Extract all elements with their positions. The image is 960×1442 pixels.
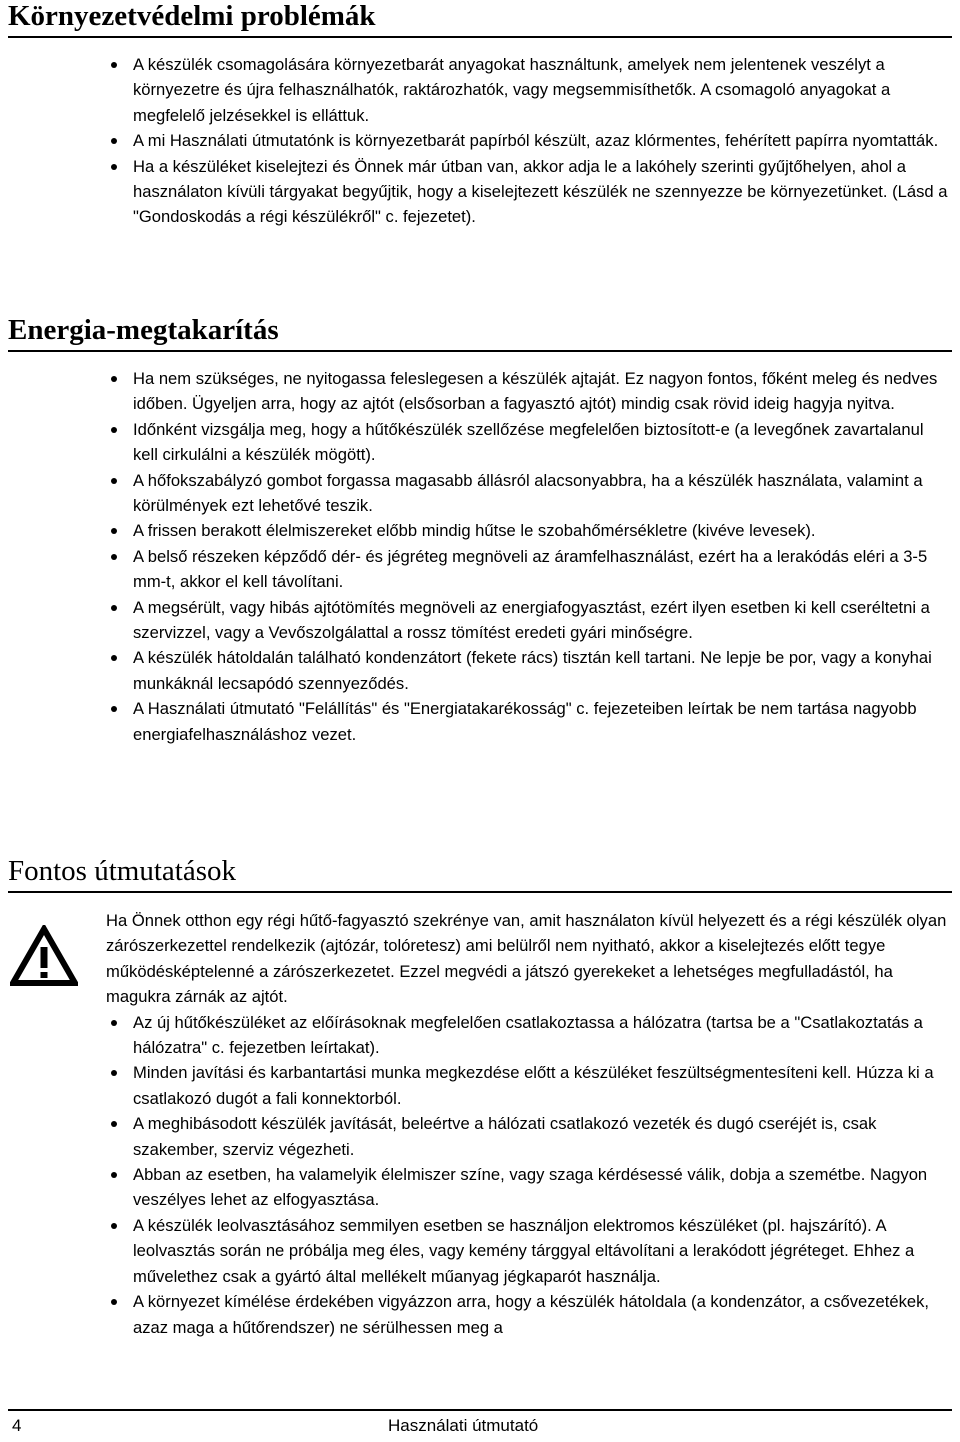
list-item: Ha a készüléket kiselejtezi és Önnek már útban van, akkor adja le a lakóhely szerinti gyűjtőhelyen, ahol a használaton kívüli tárgyakat begyűjtik, hogy a kiselejtezett készülék ne szennyezze be környezetünket. (Lásd a "Gondoskodás a régi készülékről" c. fejezetet). <box>106 154 951 230</box>
list-item: A frissen berakott élelmiszereket előbb mindig hűtse le szobahőmérsékletre (kivéve levesek). <box>106 518 951 543</box>
section-important <box>106 908 951 1340</box>
list-item: A meghibásodott készülék javítását, beleértve a hálózati csatlakozó vezeték és dugó cseréjét is, csak szakember, szerviz végezheti. <box>106 1111 951 1162</box>
section-title-environment: Környezetvédelmi problémák <box>8 0 952 38</box>
list-item: Időnként vizsgálja meg, hogy a hűtőkészülék szellőzése megfelelően biztosított-e (a levegőnek zavartalanul kell cirkulálni a készülék mögött). <box>106 417 951 468</box>
list-item: A környezet kímélése érdekében vigyázzon arra, hogy a készülék hátoldala (a kondenzátor, a csővezetékek, azaz maga a hűtőrendszer) ne sérülhessen meg a <box>106 1289 951 1340</box>
page-footer <box>8 1409 952 1442</box>
section-title-energy: Energia-megtakarítás <box>8 314 952 352</box>
list-item: Az új hűtőkészüléket az előírásoknak megfelelően csatlakoztassa a hálózatra (tartsa be a "Csatlakoztatás a hálózatra" c. fejezetben leírtakat). <box>106 1010 951 1061</box>
list-item: A készülék csomagolására környezetbarát anyagokat használtunk, amelyek nem jelentenek veszélyt a környezetre és újra felhasználhatók, raktározhatók, vagy megsemmisíthetők. A csomagoló anyagokat a megfelelő jelzésekkel is elláttuk. <box>106 52 951 128</box>
document-title: Használati útmutató <box>388 1416 539 1435</box>
list-item: Minden javítási és karbantartási munka megkezdése előtt a készüléket feszültségmentesíteni kell. Húzza ki a csatlakozó dugót a fali konnektorból. <box>106 1060 951 1111</box>
list-item: A készülék hátoldalán található kondenzátort (fekete rács) tisztán kell tartani. Ne lepje be por, vagy a konyhai munkáknál lecsapódó szennyeződés. <box>106 645 951 696</box>
section-energy <box>106 366 951 747</box>
important-intro: Ha Önnek otthon egy régi hűtő-fagyasztó szekrénye van, amit használaton kívül helyezett és a régi készülék olyan zárószerkezettel rendelkezik (ajtózár, tolóretesz) ami belülről nem nyitható, akkor a kiselejtezés előtt tegye működésképtelenné a zárószerkezetet. Ezzel megvédi a játszó gyerekeket a lehetséges megfulladástól, ha magukra zárnák az ajtót. <box>106 911 947 1007</box>
list-item: A belső részeken képződő dér- és jégréteg megnöveli az áramfelhasználást, ezért ha a lerakódás eléri a 3-5 mm-t, akkor el kell távolítani. <box>106 544 951 595</box>
list-item: Ha nem szükséges, ne nyitogassa feleslegesen a készülék ajtaját. Ez nagyon fontos, főként meleg és nedves időben. Ügyeljen arra, hogy az ajtót (elsősorban a fagyasztó ajtót) mindig csak rövid ideig hagyja nyitva. <box>106 366 951 417</box>
list-item: A Használati útmutató "Felállítás" és "Energiatakarékosság" c. fejezeteiben leírtak be nem tartása nagyobb energiafelhasználáshoz vezet. <box>106 696 951 747</box>
list-item: Abban az esetben, ha valamelyik élelmiszer színe, vagy szaga kérdésessé válik, dobja a szemétbe. Nagyon veszélyes lehet az elfogyasztása. <box>106 1162 951 1213</box>
list-item: A megsérült, vagy hibás ajtótömítés megnöveli az energiafogyasztást, ezért ilyen esetben ki kell cseréltetni a szervizzel, vagy a Vevőszolgálattal a rossz tömítést eredeti gyári minőségre. <box>106 595 951 646</box>
environment-list <box>106 52 951 230</box>
warning-triangle-icon <box>10 925 78 987</box>
section-environment <box>106 52 951 230</box>
list-item: A hőfokszabályzó gombot forgassa magasabb állásról alacsonyabbra, ha a készülék használata, valamint a körülmények ezt lehetővé teszik. <box>106 468 951 519</box>
list-item: A mi Használati útmutatónk is környezetbarát papírból készült, azaz klórmentes, fehérített papírra nyomtatták. <box>106 128 951 153</box>
page-number: 4 <box>12 1416 22 1435</box>
section-title-important: Fontos útmutatások <box>8 855 952 893</box>
energy-list <box>106 366 951 747</box>
important-list <box>106 1010 951 1340</box>
list-item: A készülék leolvasztásához semmilyen esetben se használjon elektromos készüléket (pl. hajszárító). A leolvasztás során ne próbálja meg éles, vagy kemény tárggyal eltávolítani a lerakódott jégréteget. Ehhez a művelethez csak a gyártó által mellékelt műanyag jégkaparót használja. <box>106 1213 951 1289</box>
